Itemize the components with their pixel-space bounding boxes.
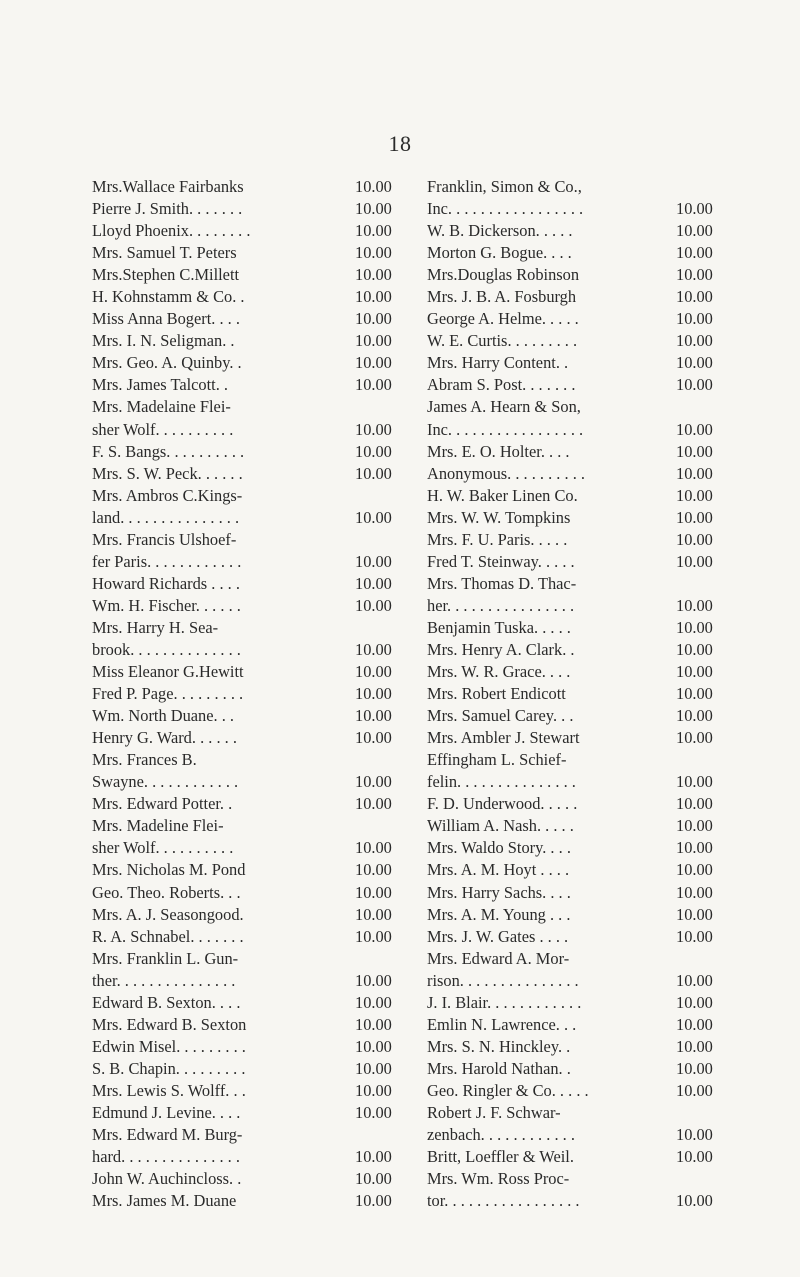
donation-amount: 10.00 xyxy=(355,353,392,373)
donation-amount: 10.00 xyxy=(676,1125,713,1145)
list-item xyxy=(427,727,727,749)
donor-name: Mrs. W. R. Grace. . . . xyxy=(427,662,571,682)
donation-amount: 10.00 xyxy=(355,463,392,483)
donation-amount: 10.00 xyxy=(355,177,392,196)
list-item xyxy=(427,485,727,507)
donation-amount: 10.00 xyxy=(355,551,392,571)
donor-name: Inc. . . . . . . . . . . . . . . . . xyxy=(427,199,584,219)
list-item xyxy=(92,286,417,308)
list-item xyxy=(92,176,417,198)
donation-amount: 10.00 xyxy=(676,1147,713,1167)
donation-amount: 10.00 xyxy=(355,1169,392,1189)
list-item xyxy=(92,374,417,396)
donation-amount: 10.00 xyxy=(676,1036,713,1056)
donor-name: F. D. Underwood. . . . . xyxy=(427,794,578,814)
donor-name: H. W. Baker Linen Co. xyxy=(427,485,578,505)
donor-name: Mrs. Robert Endicott xyxy=(427,684,566,704)
donation-amount: 10.00 xyxy=(355,595,392,615)
donor-name: W. B. Dickerson. . . . . xyxy=(427,221,573,241)
list-item xyxy=(427,573,727,595)
donation-amount: 10.00 xyxy=(676,684,713,704)
list-item xyxy=(427,617,727,639)
donation-amount: 10.00 xyxy=(676,309,713,329)
donation-amount: 10.00 xyxy=(676,992,713,1012)
list-item xyxy=(427,926,727,948)
list-item xyxy=(92,352,417,374)
donation-amount: 10.00 xyxy=(676,728,713,748)
donor-name: Edward B. Sexton. . . . xyxy=(92,992,241,1012)
donation-amount: 10.00 xyxy=(676,331,713,351)
donor-name: R. A. Schnabel. . . . . . . xyxy=(92,926,244,946)
list-item xyxy=(92,1190,417,1212)
list-item xyxy=(92,551,417,573)
donor-name: Mrs. James M. Duane xyxy=(92,1191,237,1211)
donor-name: Mrs. Waldo Story. . . . xyxy=(427,838,571,858)
list-item xyxy=(427,1058,727,1080)
list-item xyxy=(427,1014,727,1036)
donation-amount: 10.00 xyxy=(355,1014,392,1034)
list-item xyxy=(427,683,727,705)
list-item xyxy=(427,970,727,992)
donor-name: Geo. Theo. Roberts. . . xyxy=(92,882,241,902)
donation-amount: 10.00 xyxy=(355,838,392,858)
donation-amount: 10.00 xyxy=(355,926,392,946)
list-item xyxy=(427,837,727,859)
donation-amount: 10.00 xyxy=(676,199,713,219)
list-item xyxy=(427,176,727,198)
donation-amount: 10.00 xyxy=(676,639,713,659)
donation-amount: 10.00 xyxy=(355,794,392,814)
donation-amount: 10.00 xyxy=(676,772,713,792)
donor-name: Henry G. Ward. . . . . . xyxy=(92,728,237,748)
list-item xyxy=(427,1124,727,1146)
donation-amount: 10.00 xyxy=(355,243,392,263)
list-item xyxy=(427,948,727,970)
donor-name: Miss Eleanor G.Hewitt xyxy=(92,662,244,682)
donor-name: her. . . . . . . . . . . . . . . . xyxy=(427,595,575,615)
donor-name: John W. Auchincloss. . xyxy=(92,1169,242,1189)
donor-name: Mrs. Edward M. Burg- xyxy=(92,1125,243,1145)
donation-amount: 10.00 xyxy=(355,1191,392,1211)
donation-amount: 10.00 xyxy=(355,860,392,880)
donor-name: Mrs. Thomas D. Thac- xyxy=(427,573,577,593)
donor-name: W. E. Curtis. . . . . . . . . xyxy=(427,331,578,351)
list-item xyxy=(92,308,417,330)
donor-name: Mrs.Wallace Fairbanks xyxy=(92,177,244,196)
donor-name: H. Kohnstamm & Co. . xyxy=(92,287,245,307)
list-item xyxy=(427,330,727,352)
donor-name: Mrs. Ambler J. Stewart xyxy=(427,728,580,748)
list-item xyxy=(427,1168,727,1190)
list-item xyxy=(92,1014,417,1036)
donor-name: fer Paris. . . . . . . . . . . . xyxy=(92,551,242,571)
donor-name: Wm. North Duane. . . xyxy=(92,706,235,726)
list-item xyxy=(92,793,417,815)
donation-amount: 10.00 xyxy=(355,507,392,527)
donor-name: Mrs. Frances B. xyxy=(92,750,197,770)
donation-amount: 10.00 xyxy=(355,882,392,902)
list-item xyxy=(427,1146,727,1168)
list-item xyxy=(92,595,417,617)
donation-amount: 10.00 xyxy=(676,816,713,836)
donation-amount: 10.00 xyxy=(676,221,713,241)
list-item xyxy=(427,286,727,308)
donation-amount: 10.00 xyxy=(355,331,392,351)
list-item xyxy=(427,705,727,727)
donor-name: Mrs.Stephen C.Millett xyxy=(92,265,240,285)
list-item xyxy=(92,396,417,418)
list-item xyxy=(92,507,417,529)
list-item xyxy=(427,308,727,330)
donation-amount: 10.00 xyxy=(355,1058,392,1078)
list-item xyxy=(427,639,727,661)
donor-name: William A. Nash. . . . . xyxy=(427,816,574,836)
donation-amount: 10.00 xyxy=(676,353,713,373)
donor-name: felin. . . . . . . . . . . . . . . xyxy=(427,772,576,792)
donation-amount: 10.00 xyxy=(355,265,392,285)
list-item xyxy=(427,463,727,485)
donor-name: Mrs. Lewis S. Wolff. . . xyxy=(92,1080,246,1100)
donor-name: George A. Helme. . . . . xyxy=(427,309,579,329)
list-item xyxy=(427,1080,727,1102)
donor-name: S. B. Chapin. . . . . . . . . xyxy=(92,1058,246,1078)
list-item xyxy=(92,463,417,485)
list-item xyxy=(92,1102,417,1124)
donor-name: Geo. Ringler & Co. . . . . xyxy=(427,1080,589,1100)
donor-name: Mrs. J. W. Gates . . . . xyxy=(427,926,569,946)
donation-amount: 10.00 xyxy=(676,1191,713,1211)
page-number: 18 xyxy=(388,131,412,156)
list-item xyxy=(427,882,727,904)
donor-name: Mrs. Harry Sachs. . . . xyxy=(427,882,571,902)
list-item xyxy=(427,396,727,418)
donation-amount: 10.00 xyxy=(355,441,392,461)
donor-name: Mrs. Edward B. Sexton xyxy=(92,1014,247,1034)
donor-name: Mrs. Henry A. Clark. . xyxy=(427,639,575,659)
donor-name: Mrs. Ambros C.Kings- xyxy=(92,485,243,505)
donor-name: tor. . . . . . . . . . . . . . . . . xyxy=(427,1191,580,1211)
donor-name: Britt, Loeffler & Weil. xyxy=(427,1147,574,1167)
donor-name: hard. . . . . . . . . . . . . . . xyxy=(92,1147,240,1167)
donation-amount: 10.00 xyxy=(676,882,713,902)
donation-amount: 10.00 xyxy=(355,287,392,307)
donation-amount: 10.00 xyxy=(355,309,392,329)
donation-amount: 10.00 xyxy=(676,794,713,814)
donor-name: Mrs. Harry H. Sea- xyxy=(92,617,219,637)
list-item xyxy=(92,1124,417,1146)
donor-name: Mrs. J. B. A. Fosburgh xyxy=(427,287,577,307)
donation-amount: 10.00 xyxy=(355,1036,392,1056)
list-item xyxy=(92,573,417,595)
donation-amount: 10.00 xyxy=(355,970,392,990)
donor-name: brook. . . . . . . . . . . . . . xyxy=(92,639,241,659)
list-item xyxy=(92,683,417,705)
donation-amount: 10.00 xyxy=(355,199,392,219)
donation-amount: 10.00 xyxy=(676,1080,713,1100)
list-item xyxy=(427,1190,727,1212)
donor-name: Abram S. Post. . . . . . . xyxy=(427,375,576,395)
list-item xyxy=(427,749,727,771)
donor-name: Mrs. E. O. Holter. . . . xyxy=(427,441,570,461)
donation-amount: 10.00 xyxy=(676,662,713,682)
donation-amount: 10.00 xyxy=(676,243,713,263)
list-item xyxy=(427,419,727,441)
donation-amount: 10.00 xyxy=(355,662,392,682)
donation-amount: 10.00 xyxy=(676,441,713,461)
donor-name: Morton G. Bogue. . . . xyxy=(427,243,572,263)
donation-amount: 10.00 xyxy=(355,684,392,704)
list-item xyxy=(427,904,727,926)
list-item xyxy=(427,1102,727,1124)
donor-name: Mrs. Nicholas M. Pond xyxy=(92,860,246,880)
list-item xyxy=(92,1146,417,1168)
donor-name: sher Wolf. . . . . . . . . . xyxy=(92,419,234,439)
list-item xyxy=(92,948,417,970)
donor-name: ther. . . . . . . . . . . . . . . xyxy=(92,970,236,990)
donor-name: Benjamin Tuska. . . . . xyxy=(427,617,571,637)
donation-amount: 10.00 xyxy=(355,1147,392,1167)
list-item xyxy=(92,771,417,793)
list-item xyxy=(427,441,727,463)
donation-amount: 10.00 xyxy=(676,265,713,285)
list-item xyxy=(92,970,417,992)
list-item xyxy=(92,330,417,352)
donor-name: Mrs. S. W. Peck. . . . . . xyxy=(92,463,243,483)
list-item xyxy=(427,374,727,396)
donation-amount: 10.00 xyxy=(676,926,713,946)
list-item xyxy=(92,815,417,837)
donor-name: rison. . . . . . . . . . . . . . . xyxy=(427,970,579,990)
donor-name: Robert J. F. Schwar- xyxy=(427,1102,561,1122)
list-item xyxy=(92,1168,417,1190)
list-item xyxy=(427,529,727,551)
donor-name: Mrs. Madeline Flei- xyxy=(92,816,224,836)
donation-amount: 10.00 xyxy=(676,529,713,549)
list-item xyxy=(427,1036,727,1058)
donor-name: Mrs. Wm. Ross Proc- xyxy=(427,1169,570,1189)
list-item xyxy=(92,485,417,507)
donation-amount: 10.00 xyxy=(676,904,713,924)
list-item xyxy=(92,661,417,683)
donor-name: Mrs. James Talcott. . xyxy=(92,375,229,395)
donation-amount: 10.00 xyxy=(355,706,392,726)
donor-name: Wm. H. Fischer. . . . . . xyxy=(92,595,241,615)
list-item xyxy=(92,264,417,286)
left-column xyxy=(92,176,417,1212)
donor-name: Mrs. F. U. Paris. . . . . xyxy=(427,529,568,549)
donor-name: Mrs. Edward Potter. . xyxy=(92,794,233,814)
donor-name: James A. Hearn & Son, xyxy=(427,397,581,417)
donation-amount: 10.00 xyxy=(355,904,392,924)
donation-amount: 10.00 xyxy=(355,1102,392,1122)
list-item xyxy=(427,242,727,264)
donation-amount: 10.00 xyxy=(676,617,713,637)
list-item xyxy=(427,220,727,242)
donor-name: Mrs. A. M. Young . . . xyxy=(427,904,571,924)
donor-name: F. S. Bangs. . . . . . . . . . xyxy=(92,441,245,461)
list-item xyxy=(92,1080,417,1102)
donation-amount: 10.00 xyxy=(676,485,713,505)
donation-amount: 10.00 xyxy=(676,463,713,483)
list-item xyxy=(427,815,727,837)
donor-name: Anonymous. . . . . . . . . . xyxy=(427,463,585,483)
list-item xyxy=(427,507,727,529)
donor-name: land. . . . . . . . . . . . . . . xyxy=(92,507,240,527)
list-item xyxy=(92,749,417,771)
donation-amount: 10.00 xyxy=(355,728,392,748)
list-item xyxy=(92,529,417,551)
donor-name: Mrs. Samuel T. Peters xyxy=(92,243,237,263)
list-item xyxy=(92,837,417,859)
donor-name: Fred P. Page. . . . . . . . . xyxy=(92,684,244,704)
list-item xyxy=(92,220,417,242)
list-item xyxy=(92,705,417,727)
donor-name: sher Wolf. . . . . . . . . . xyxy=(92,838,234,858)
donor-name: Pierre J. Smith. . . . . . . xyxy=(92,199,243,219)
donation-amount: 10.00 xyxy=(355,992,392,1012)
list-item xyxy=(427,551,727,573)
donor-name: Mrs. W. W. Tompkins xyxy=(427,507,571,527)
donor-name: Mrs. Samuel Carey. . . xyxy=(427,706,574,726)
list-item xyxy=(92,1058,417,1080)
list-item xyxy=(92,242,417,264)
donation-amount: 10.00 xyxy=(676,595,713,615)
donor-name: Franklin, Simon & Co., xyxy=(427,177,582,196)
donor-name: Emlin N. Lawrence. . . xyxy=(427,1014,577,1034)
donation-amount: 10.00 xyxy=(355,639,392,659)
list-item xyxy=(92,198,417,220)
donor-name: Howard Richards . . . . xyxy=(92,573,240,593)
right-column xyxy=(427,176,727,1212)
donor-name: zenbach. . . . . . . . . . . . xyxy=(427,1125,575,1145)
donor-name: Mrs. Harold Nathan. . xyxy=(427,1058,571,1078)
list-item xyxy=(92,639,417,661)
donor-name: Edwin Misel. . . . . . . . . xyxy=(92,1036,246,1056)
list-item xyxy=(427,352,727,374)
donation-amount: 10.00 xyxy=(355,573,392,593)
list-item xyxy=(427,859,727,881)
donation-amount: 10.00 xyxy=(676,287,713,307)
donation-amount: 10.00 xyxy=(676,419,713,439)
list-item xyxy=(92,441,417,463)
donor-name: Edmund J. Levine. . . . xyxy=(92,1102,241,1122)
list-item xyxy=(427,793,727,815)
donation-amount: 10.00 xyxy=(676,551,713,571)
donor-name: Mrs. S. N. Hinckley. . xyxy=(427,1036,571,1056)
list-item xyxy=(92,1036,417,1058)
donor-name: Mrs. A. J. Seasongood. xyxy=(92,904,244,924)
donation-amount: 10.00 xyxy=(676,838,713,858)
donation-amount: 10.00 xyxy=(676,1014,713,1034)
donation-amount: 10.00 xyxy=(676,860,713,880)
list-item xyxy=(92,904,417,926)
donor-name: Effingham L. Schief- xyxy=(427,750,567,770)
donor-name: Mrs. Madelaine Flei- xyxy=(92,397,231,417)
list-item xyxy=(427,264,727,286)
donor-name: Mrs. I. N. Seligman. . xyxy=(92,331,235,351)
donation-amount: 10.00 xyxy=(355,221,392,241)
list-item xyxy=(92,419,417,441)
donation-amount: 10.00 xyxy=(676,507,713,527)
donor-name: Mrs. Geo. A. Quinby. . xyxy=(92,353,242,373)
donation-amount: 10.00 xyxy=(355,375,392,395)
donation-amount: 10.00 xyxy=(676,706,713,726)
donor-name: Mrs. Francis Ulshoef- xyxy=(92,529,237,549)
donor-name: Mrs. Harry Content. . xyxy=(427,353,569,373)
list-item xyxy=(427,992,727,1014)
donation-amount: 10.00 xyxy=(355,419,392,439)
donor-name: Inc. . . . . . . . . . . . . . . . . xyxy=(427,419,584,439)
list-item xyxy=(92,882,417,904)
donor-name: Miss Anna Bogert. . . . xyxy=(92,309,240,329)
donor-name: Mrs. Franklin L. Gun- xyxy=(92,948,239,968)
donor-name: Mrs.Douglas Robinson xyxy=(427,265,580,285)
list-item xyxy=(92,926,417,948)
list-item xyxy=(92,727,417,749)
donation-amount: 10.00 xyxy=(676,970,713,990)
list-item xyxy=(427,595,727,617)
donor-name: Lloyd Phoenix. . . . . . . . xyxy=(92,221,251,241)
list-item xyxy=(92,992,417,1014)
donor-name: Mrs. A. M. Hoyt . . . . xyxy=(427,860,570,880)
list-item xyxy=(427,771,727,793)
donation-amount: 10.00 xyxy=(355,1080,392,1100)
donor-name: Fred T. Steinway. . . . . xyxy=(427,551,575,571)
donor-name: Mrs. Edward A. Mor- xyxy=(427,948,570,968)
list-item xyxy=(92,617,417,639)
donor-name: Swayne. . . . . . . . . . . . xyxy=(92,772,239,792)
donation-amount: 10.00 xyxy=(676,375,713,395)
donation-amount: 10.00 xyxy=(355,772,392,792)
list-item xyxy=(427,198,727,220)
donor-name: J. I. Blair. . . . . . . . . . . . xyxy=(427,992,582,1012)
list-item xyxy=(427,661,727,683)
donation-amount: 10.00 xyxy=(676,1058,713,1078)
list-item xyxy=(92,859,417,881)
